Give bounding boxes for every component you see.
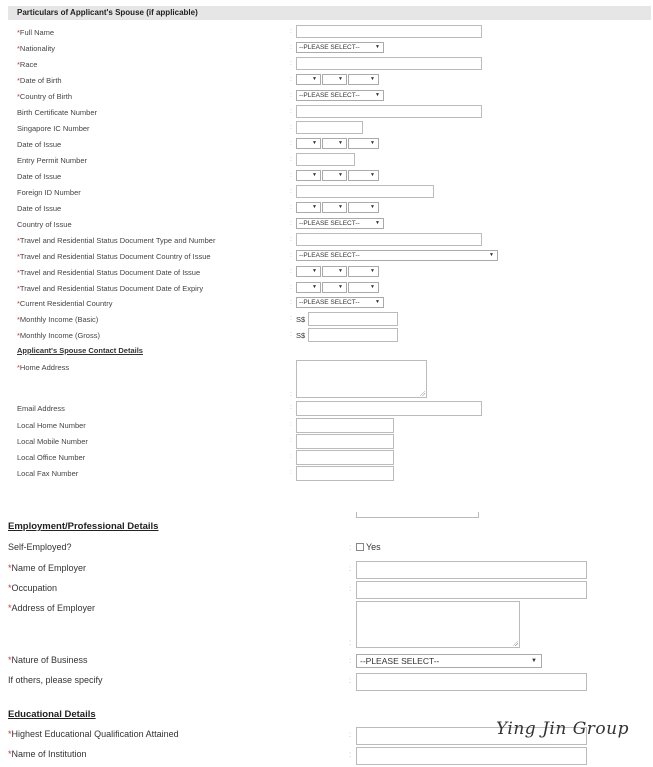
row-income-gross: *Monthly Income (Gross) : S$ <box>0 328 653 344</box>
label-full-name: *Full Name <box>17 28 55 37</box>
row-income-basic: *Monthly Income (Basic) : S$ <box>0 312 653 328</box>
row-travel-doc-expiry: *Travel and Residential Status Document Date of Expiry : ▼ ▼ ▼ <box>0 281 653 297</box>
row-ep-date-of-issue: Date of Issue : ▼ ▼ ▼ <box>0 169 653 185</box>
home-address-textarea[interactable] <box>296 360 427 398</box>
others-specify-input[interactable] <box>356 673 587 691</box>
chevron-down-icon: ▼ <box>375 299 380 305</box>
row-home-address: *Home Address : <box>0 360 653 400</box>
ic-issue-year-select[interactable]: ▼ <box>348 138 379 149</box>
contact-details-heading: Applicant's Spouse Contact Details <box>17 346 143 355</box>
income-gross-input[interactable] <box>308 328 398 342</box>
sg-ic-input[interactable] <box>296 121 363 134</box>
label-institution: *Name of Institution <box>8 749 87 759</box>
chevron-down-icon: ▼ <box>531 658 537 664</box>
education-section-heading: Educational Details <box>8 709 96 720</box>
fid-issue-month-select[interactable]: ▼ <box>322 202 347 213</box>
row-ic-date-of-issue: Date of Issue : ▼ ▼ ▼ <box>0 137 653 153</box>
label-sg-ic: Singapore IC Number <box>17 124 90 133</box>
chevron-down-icon: ▼ <box>375 92 380 98</box>
row-employer: *Name of Employer : <box>0 561 653 581</box>
row-employer-address: *Address of Employer : <box>0 601 653 649</box>
clipped-input-edge <box>356 512 479 518</box>
label-office-number: Local Office Number <box>17 453 86 462</box>
foreign-id-input[interactable] <box>296 185 434 198</box>
row-institution: *Name of Institution : <box>0 747 653 767</box>
home-number-input[interactable] <box>296 418 394 433</box>
ep-issue-day-select[interactable]: ▼ <box>296 170 321 181</box>
label-email: Email Address <box>17 404 65 413</box>
residential-country-select[interactable]: --PLEASE SELECT-- ▼ <box>296 297 384 308</box>
row-home-number: Local Home Number : <box>0 418 653 434</box>
institution-input[interactable] <box>356 747 587 765</box>
td-issue-year-select[interactable]: ▼ <box>348 266 379 277</box>
td-issue-day-select[interactable]: ▼ <box>296 266 321 277</box>
resize-handle-icon[interactable] <box>419 390 425 396</box>
row-race: *Race : <box>0 57 653 73</box>
row-entry-permit: Entry Permit Number : <box>0 153 653 169</box>
label-race: *Race <box>17 60 38 69</box>
label-travel-doc-issue: *Travel and Residential Status Document Date of Issue <box>17 268 201 277</box>
label-birth-cert: Birth Certificate Number <box>17 108 98 117</box>
chevron-down-icon: ▼ <box>489 252 494 258</box>
birth-cert-input[interactable] <box>296 105 482 118</box>
td-expiry-month-select[interactable]: ▼ <box>322 282 347 293</box>
entry-permit-input[interactable] <box>296 153 355 166</box>
td-issue-month-select[interactable]: ▼ <box>322 266 347 277</box>
label-income-basic: *Monthly Income (Basic) <box>17 315 99 324</box>
email-input[interactable] <box>296 401 482 416</box>
label-employer-address: *Address of Employer <box>8 603 96 613</box>
occupation-input[interactable] <box>356 581 587 599</box>
row-fax-number: Local Fax Number : <box>0 466 653 482</box>
ep-issue-month-select[interactable]: ▼ <box>322 170 347 181</box>
fid-issue-day-select[interactable]: ▼ <box>296 202 321 213</box>
watermark: Ying Jin Group <box>496 719 629 739</box>
label-home-address: *Home Address <box>17 363 70 372</box>
label-country-of-issue: Country of Issue <box>17 220 72 229</box>
label-travel-doc-country: *Travel and Residential Status Document Country of Issue <box>17 252 211 261</box>
row-nature-of-business: *Nature of Business : --PLEASE SELECT-- ▼ <box>0 653 653 673</box>
label-travel-doc-expiry: *Travel and Residential Status Document Date of Expiry <box>17 284 204 293</box>
label-qualification: *Highest Educational Qualification Attained <box>8 729 179 739</box>
row-travel-doc-country: *Travel and Residential Status Document Country of Issue : --PLEASE SELECT-- ▼ <box>0 249 653 265</box>
label-home-number: Local Home Number <box>17 421 86 430</box>
row-sg-ic: Singapore IC Number : <box>0 121 653 137</box>
currency-prefix: S$ <box>296 331 306 340</box>
row-date-of-birth: *Date of Birth : ▼ ▼ ▼ <box>0 73 653 89</box>
mobile-number-input[interactable] <box>296 434 394 449</box>
label-ic-date-of-issue: Date of Issue <box>17 140 62 149</box>
label-others-specify: If others, please specify <box>8 675 103 685</box>
label-nationality: *Nationality <box>17 44 55 53</box>
office-number-input[interactable] <box>296 450 394 465</box>
chevron-down-icon: ▼ <box>375 220 380 226</box>
employer-input[interactable] <box>356 561 587 579</box>
row-email: Email Address : <box>0 401 653 417</box>
resize-handle-icon[interactable] <box>512 640 518 646</box>
dob-year-select[interactable]: ▼ <box>348 74 379 85</box>
race-input[interactable] <box>296 57 482 70</box>
row-mobile-number: Local Mobile Number : <box>0 434 653 450</box>
label-residential-country: *Current Residential Country <box>17 299 113 308</box>
label-self-employed: Self-Employed? <box>8 542 72 552</box>
income-basic-input[interactable] <box>308 312 398 326</box>
employment-section-heading: Employment/Professional Details <box>8 521 159 532</box>
row-qualification: *Highest Educational Qualification Attained : <box>0 727 653 747</box>
ep-issue-year-select[interactable]: ▼ <box>348 170 379 181</box>
employer-address-textarea[interactable] <box>356 601 520 648</box>
td-expiry-day-select[interactable]: ▼ <box>296 282 321 293</box>
country-of-birth-select[interactable]: --PLEASE SELECT-- ▼ <box>296 90 384 101</box>
label-foreign-id: Foreign ID Number <box>17 188 81 197</box>
travel-doc-country-select[interactable]: --PLEASE SELECT-- ▼ <box>296 250 498 261</box>
fid-issue-year-select[interactable]: ▼ <box>348 202 379 213</box>
self-employed-checkbox[interactable] <box>356 543 364 551</box>
row-fid-date-of-issue: Date of Issue : ▼ ▼ ▼ <box>0 201 653 217</box>
ic-issue-day-select[interactable]: ▼ <box>296 138 321 149</box>
label-travel-doc-type: *Travel and Residential Status Document Type and Number <box>17 236 216 245</box>
self-employed-yes-label: Yes <box>366 542 381 552</box>
travel-doc-type-input[interactable] <box>296 233 482 246</box>
row-residential-country: *Current Residential Country : --PLEASE SELECT-- ▼ <box>0 296 653 312</box>
full-name-input[interactable] <box>296 25 482 38</box>
label-employer: *Name of Employer <box>8 563 87 573</box>
ic-issue-month-select[interactable]: ▼ <box>322 138 347 149</box>
row-foreign-id: Foreign ID Number : <box>0 185 653 201</box>
nationality-select[interactable]: --PLEASE SELECT-- ▼ <box>296 42 384 53</box>
row-birth-cert: Birth Certificate Number : <box>0 105 653 121</box>
row-others-specify: If others, please specify : <box>0 673 653 693</box>
chevron-down-icon: ▼ <box>375 44 380 50</box>
row-country-of-issue: Country of Issue : --PLEASE SELECT-- ▼ <box>0 217 653 233</box>
country-of-issue-select[interactable]: --PLEASE SELECT-- ▼ <box>296 218 384 229</box>
td-expiry-year-select[interactable]: ▼ <box>348 282 379 293</box>
label-ep-date-of-issue: Date of Issue <box>17 172 62 181</box>
spouse-section-header: Particulars of Applicant's Spouse (if applicable) <box>8 6 651 20</box>
dob-day-select[interactable]: ▼ <box>296 74 321 85</box>
row-travel-doc-type: *Travel and Residential Status Document Type and Number : <box>0 233 653 249</box>
row-full-name: *Full Name : <box>0 25 653 41</box>
label-fax-number: Local Fax Number <box>17 469 79 478</box>
label-fid-date-of-issue: Date of Issue <box>17 204 62 213</box>
currency-prefix: S$ <box>296 315 306 324</box>
nature-of-business-select[interactable]: --PLEASE SELECT-- ▼ <box>356 654 542 668</box>
label-country-of-birth: *Country of Birth <box>17 92 73 101</box>
label-nature-of-business: *Nature of Business <box>8 655 88 665</box>
row-self-employed: Self-Employed? : Yes <box>8 542 381 552</box>
label-income-gross: *Monthly Income (Gross) <box>17 331 100 340</box>
row-office-number: Local Office Number : <box>0 450 653 466</box>
label-mobile-number: Local Mobile Number <box>17 437 88 446</box>
row-travel-doc-issue: *Travel and Residential Status Document Date of Issue : ▼ ▼ ▼ <box>0 265 653 281</box>
dob-month-select[interactable]: ▼ <box>322 74 347 85</box>
fax-number-input[interactable] <box>296 466 394 481</box>
label-entry-permit: Entry Permit Number <box>17 156 88 165</box>
label-occupation: *Occupation <box>8 583 58 593</box>
row-country-of-birth: *Country of Birth : --PLEASE SELECT-- ▼ <box>0 89 653 105</box>
row-nationality: *Nationality : --PLEASE SELECT-- ▼ <box>0 41 653 57</box>
label-date-of-birth: *Date of Birth <box>17 76 62 85</box>
row-occupation: *Occupation : <box>0 581 653 601</box>
